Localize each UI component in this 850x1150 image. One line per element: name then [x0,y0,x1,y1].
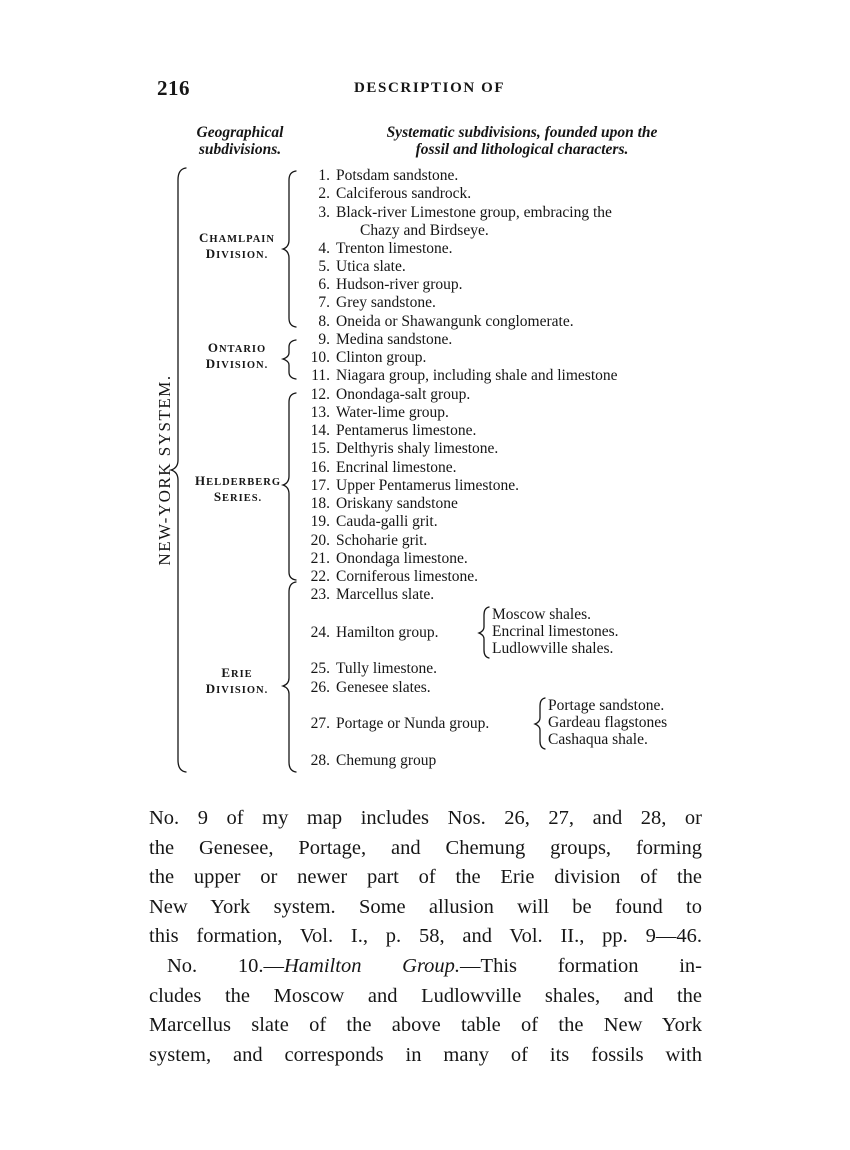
division-helderberg-line2: SERIES. [213,489,263,504]
division-ontario-line1: ONTARIO [207,340,267,355]
col-heading-right-line2: fossil and lithological characters. [415,141,629,158]
division-helderberg-line1: HELDERBERG [194,473,282,488]
list-item: Ludlowville shales. [492,640,614,657]
page-number: 216 [157,76,190,100]
division-champlain-line2: DIVISION. [205,246,269,261]
list-item: Cashaqua shale. [548,731,648,748]
col-heading-left-line1: Geographical [196,124,284,141]
system-bracket [171,168,186,772]
running-head: DESCRIPTION OF [354,80,506,96]
paragraph-line: the Genesee, Portage, and Chemung groups, forming [149,836,702,859]
division-erie-line1: ERIE [221,665,253,680]
paragraph-line: New York system. Some allusion will be found to [149,895,702,918]
body-paragraph-2 [149,952,702,1070]
erie-bracket [283,582,296,772]
list-item: Portage sandstone. [548,697,665,714]
col-heading-right-line1: Systematic subdivisions, founded upon the [386,124,658,141]
champlain-bracket [283,171,296,327]
paragraph-line: the upper or newer part of the Erie division of the [149,866,702,888]
paragraph-line: No. 9 of my map includes Nos. 26, 27, and 28, or [149,807,702,829]
body-paragraph-1 [149,804,702,952]
list-item: Gardeau flagstones [548,714,668,731]
division-champlain-line1: CHAMLPAIN [199,230,275,245]
paragraph-line: this formation, Vol. I., p. 58, and Vol. II., pp. 9—46. [149,925,702,947]
helderberg-bracket [283,393,296,580]
portage-sub-bracket [535,698,545,749]
list-item: Encrinal limestones. [492,623,619,640]
hamilton-sub-bracket [479,607,489,658]
paragraph-line: cludes the Moscow and Ludlowville shales, and the [149,984,702,1007]
paragraph-line: Marcellus slate of the above table of the New York [149,1014,702,1036]
section-title: Hamilton Group. [284,955,461,977]
division-erie-line2: DIVISION. [205,681,269,696]
paragraph-line: system, and corresponds in many of its fossils with [149,1043,702,1066]
col-heading-left-line2: subdivisions. [198,141,282,158]
paragraph-line [149,952,702,982]
hamilton-sublist [492,606,619,657]
list-item: Moscow shales. [492,606,592,623]
portage-sublist [548,697,667,748]
section-lead: No. 10.— [167,955,284,977]
ontario-bracket [283,340,296,379]
system-label: NEW-YORK SYSTEM. [155,374,174,566]
paragraph-text: —This formation in- [460,955,702,977]
division-ontario-line2: DIVISION. [205,356,269,371]
